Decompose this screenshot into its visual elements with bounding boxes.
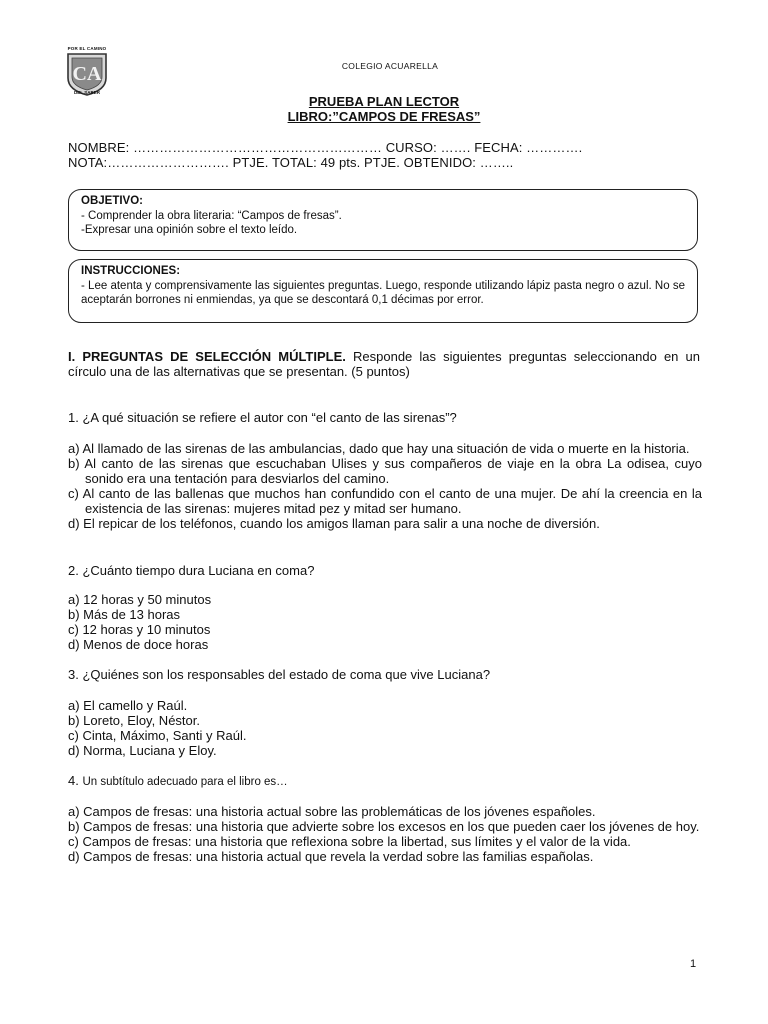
objective-box	[68, 189, 698, 251]
option-a[interactable]: a) 12 horas y 50 minutos	[68, 592, 212, 607]
objective-line: - Comprender la obra literaria: “Campos de fresas”.	[81, 209, 342, 222]
option-d[interactable]: d) Norma, Luciana y Eloy.	[68, 743, 217, 758]
option-c[interactable]: c) Cinta, Máximo, Santi y Raúl.	[68, 728, 247, 743]
question-4-options	[68, 804, 702, 864]
option-c[interactable]: c) Campos de fresas: una historia que reflexiona sobre la libertad, sus límites y el valor de la vida.	[68, 834, 631, 849]
logo-bottom-text: DEL SABER	[74, 90, 100, 95]
question-number: 4.	[68, 773, 83, 788]
question-1-options	[68, 441, 702, 531]
option-d[interactable]: d) El repicar de los teléfonos, cuando los amigos llaman para salir a una noche de diversión.	[68, 516, 600, 531]
logo-top-text: POR EL CAMINO	[67, 46, 107, 51]
question-text: Un subtítulo adecuado para el libro es…	[82, 776, 288, 788]
instructions-text: - Lee atenta y comprensivamente las siguientes preguntas. Luego, responde utilizando lápiz pasta negro o azul. No se aceptarán borrones ni enmiendas, ya que se descontará 0,1 décimas por error.	[81, 279, 685, 306]
question-3	[68, 667, 702, 682]
question-text: 3. ¿Quiénes son los responsables del estado de coma que vive Luciana?	[68, 667, 491, 682]
option-b[interactable]: b) Campos de fresas: una historia que advierte sobre los excesos en los que pueden caer los jóvenes de hoy.	[68, 819, 700, 834]
score-info-line: NOTA:………………………. PTJE. TOTAL: 49 pts. PTJE. OBTENIDO: ……..	[68, 155, 514, 170]
question-4	[68, 773, 702, 790]
objective-title: OBJETIVO:	[81, 195, 143, 207]
option-c[interactable]: c) Al canto de las ballenas que muchos han confundido con el canto de una mujer. De ahí la creencia en la existencia de las sirenas: mujeres mitad pez y mitad ser humano.	[68, 486, 702, 516]
option-a[interactable]: a) El camello y Raúl.	[68, 698, 188, 713]
option-c[interactable]: c) 12 horas y 10 minutos	[68, 622, 211, 637]
school-name: COLEGIO ACUARELLA	[341, 61, 439, 71]
option-b[interactable]: b) Loreto, Eloy, Néstor.	[68, 713, 200, 728]
objective-line: -Expresar una opinión sobre el texto leído.	[81, 224, 298, 236]
question-2	[68, 563, 702, 578]
section-heading: I. PREGUNTAS DE SELECCIÓN MÚLTIPLE.	[68, 349, 346, 364]
question-1	[68, 410, 702, 425]
question-2-options	[68, 592, 702, 652]
option-d[interactable]: d) Campos de fresas: una historia actual que revela la verdad sobre las familias españolas.	[68, 849, 594, 864]
instructions-title: INSTRUCCIONES:	[81, 265, 181, 277]
option-b[interactable]: b) Más de 13 horas	[68, 607, 181, 622]
logo-initials: CA	[72, 63, 102, 85]
option-a[interactable]: a) Campos de fresas: una historia actual sobre las problemáticas de los jóvenes españoles.	[68, 804, 596, 819]
option-a[interactable]: a) Al llamado de las sirenas de las ambulancias, dado que hay una situación de vida o muerte en la historia.	[68, 441, 690, 456]
section-intro	[68, 349, 700, 379]
section-text: Responde las siguientes preguntas seleccionando en un círculo una de las alternativas que se presentan. (5 puntos)	[68, 349, 700, 379]
question-text: 1. ¿A qué situación se refiere el autor con “el canto de las sirenas”?	[68, 410, 457, 425]
school-logo-icon	[62, 48, 112, 96]
student-info-line: NOMBRE: ………………………………………………… CURSO: ……. FECHA: ………….	[68, 140, 583, 155]
instructions-box	[68, 259, 698, 323]
book-title: LIBRO:”CAMPOS DE FRESAS”	[287, 109, 481, 124]
question-3-options	[68, 698, 702, 758]
option-b[interactable]: b) Al canto de las sirenas que escuchaban Ulises y sus compañeros de viaje en la obra La odisea, cuyo sonido era una tentación para desviarlos del camino.	[68, 456, 702, 486]
option-d[interactable]: d) Menos de doce horas	[68, 637, 209, 652]
question-text: 2. ¿Cuánto tiempo dura Luciana en coma?	[68, 563, 315, 578]
test-title: PRUEBA PLAN LECTOR	[308, 94, 460, 109]
page-number: 1	[690, 958, 697, 970]
